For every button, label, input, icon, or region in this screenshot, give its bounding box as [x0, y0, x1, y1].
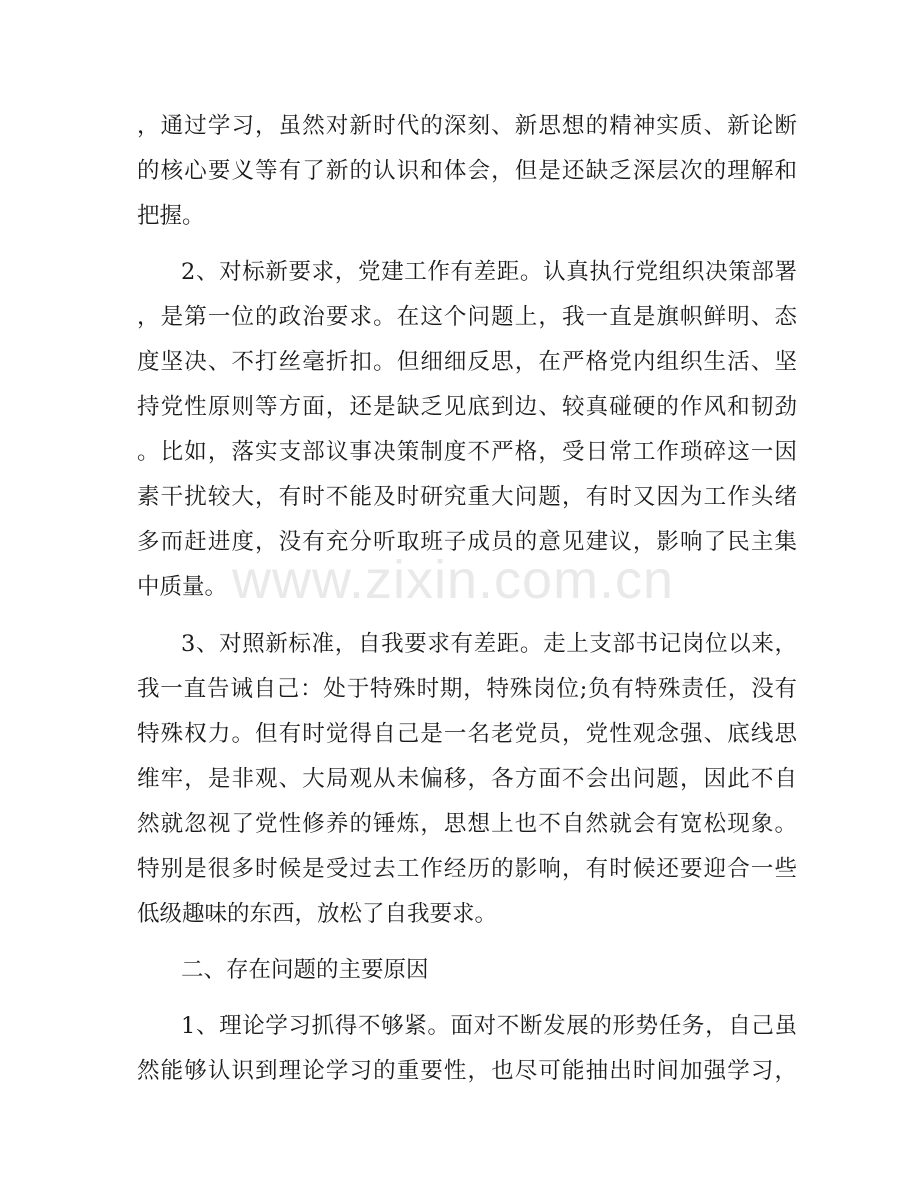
text-line: 的核心要义等有了新的认识和体会，但是还缺乏深层次的理解和 — [137, 158, 797, 184]
text-line: 多而赶进度，没有充分听取班子成员的意见建议，影响了民主集 — [137, 529, 797, 555]
text-line: 3、对照新标准，自我要求有差距。走上支部书记岗位以来， — [181, 631, 797, 657]
text-line: 然就忽视了党性修养的锤炼，思想上也不自然就会有宽松现象。 — [137, 811, 797, 837]
text-line: 维牢，是非观、大局观从未偏移，各方面不会出问题，因此不自 — [137, 766, 797, 792]
text-line: 把握。 — [137, 203, 205, 229]
text-line: ，通过学习，虽然对新时代的深刻、新思想的精神实质、新论断 — [137, 113, 797, 139]
text-line: 度坚决、不打丝毫折扣。但细细反思，在严格党内组织生活、坚 — [137, 349, 797, 375]
text-line: 。比如，落实支部议事决策制度不严格，受日常工作琐碎这一因 — [137, 439, 797, 465]
text-line: 持党性原则等方面，还是缺乏见底到边、较真碰硬的作风和韧劲 — [137, 394, 797, 420]
text-line: ，是第一位的政治要求。在这个问题上，我一直是旗帜鲜明、态 — [137, 304, 797, 330]
text-line: 低级趣味的东西，放松了自我要求。 — [137, 901, 498, 927]
text-line: 特殊权力。但有时觉得自己是一名老党员，党性观念强、底线思 — [137, 721, 797, 747]
text-line: 中质量。 — [137, 574, 228, 600]
text-line: 特别是很多时候是受过去工作经历的影响，有时候还要迎合一些 — [137, 856, 797, 882]
watermark: www.zixin.com.cn — [232, 550, 675, 610]
text-line: 然能够认识到理论学习的重要性，也尽可能抽出时间加强学习， — [137, 1058, 797, 1084]
text-line: 2、对标新要求，党建工作有差距。认真执行党组织决策部署 — [181, 259, 797, 285]
text-line: 1、理论学习抓得不够紧。面对不断发展的形势任务，自己虽 — [181, 1013, 797, 1039]
text-line: 二、存在问题的主要原因 — [181, 957, 429, 983]
text-line: 我一直告诫自己：处于特殊时期，特殊岗位;负有特殊责任，没有 — [137, 676, 797, 702]
text-line: 素干扰较大，有时不能及时研究重大问题，有时又因为工作头绪 — [137, 484, 797, 510]
